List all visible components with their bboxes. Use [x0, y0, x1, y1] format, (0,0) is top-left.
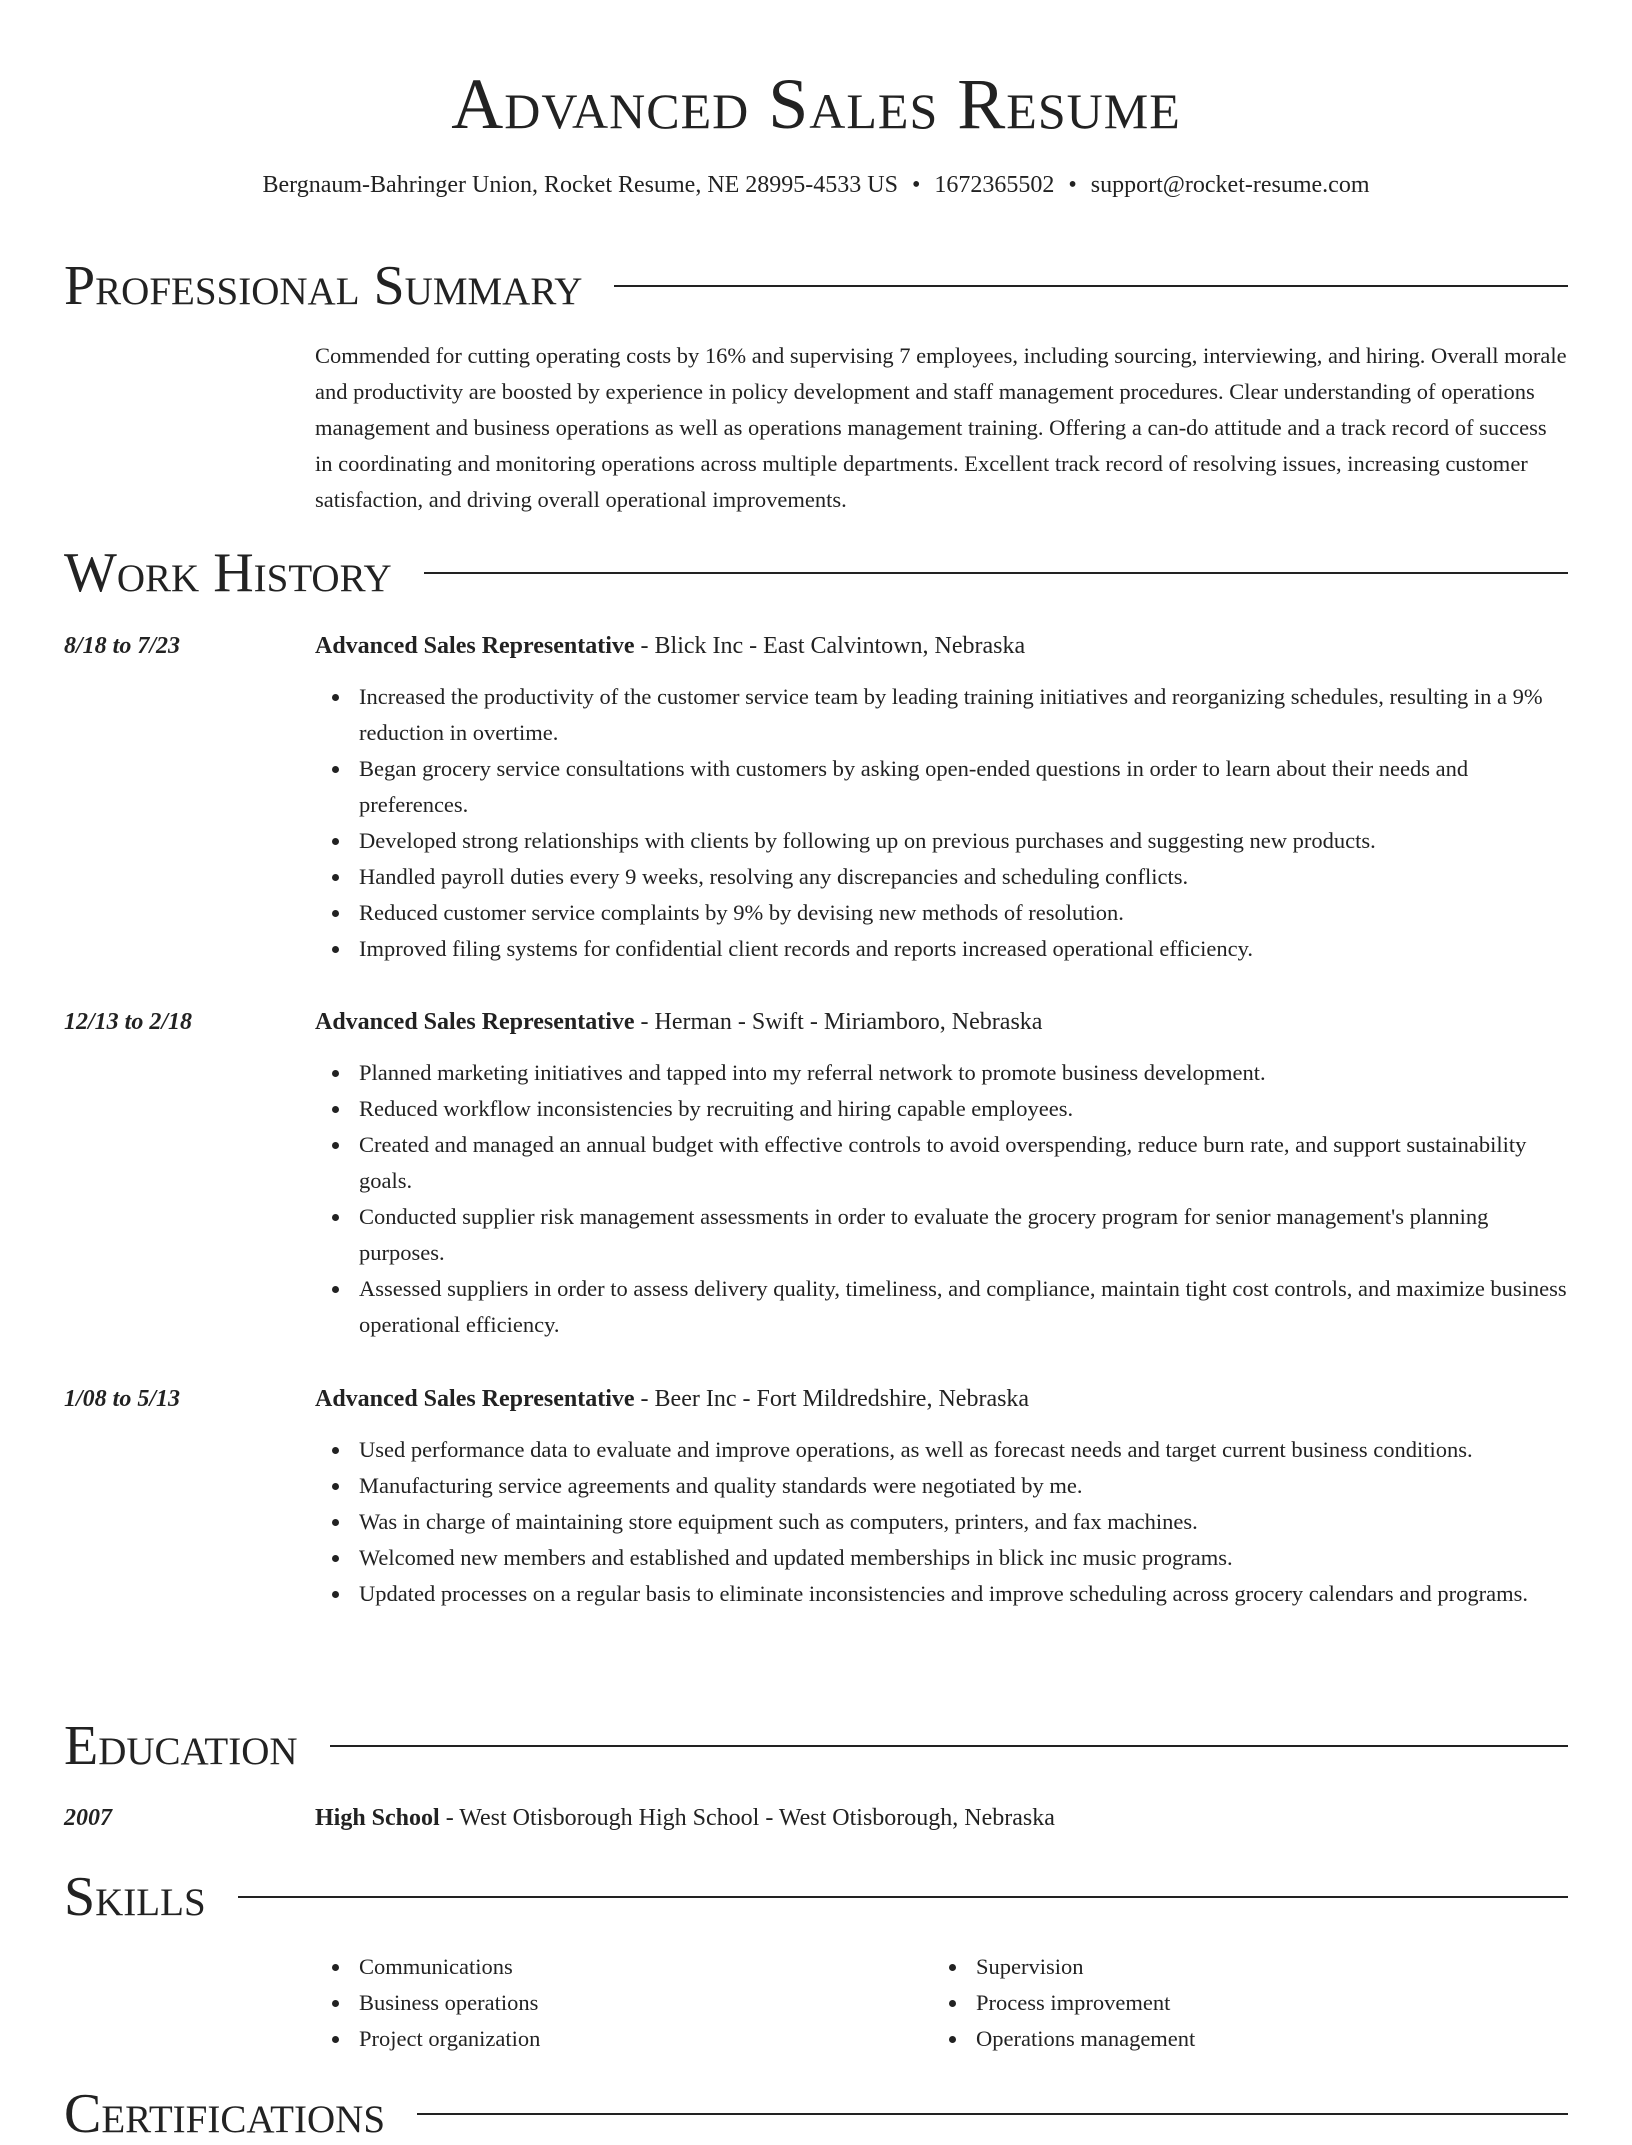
section-divider	[330, 1745, 1568, 1747]
section-divider	[424, 572, 1568, 574]
contact-address: Bergnaum-Bahringer Union, Rocket Resume, NE 28995-4533 US	[262, 172, 898, 198]
list-item: Manufacturing service agreements and quality standards were negotiated by me.	[315, 1468, 1568, 1504]
contact-separator: •	[911, 172, 921, 198]
work-heading: Work History	[64, 542, 392, 604]
list-item: Developed strong relationships with clients by following up on previous purchases and suggesting new products.	[315, 823, 1568, 859]
education-degree: High School	[315, 1805, 440, 1831]
contact-separator: •	[1068, 172, 1077, 198]
section-divider	[417, 2113, 1568, 2115]
job-title: Advanced Sales Representative	[315, 633, 635, 659]
contact-email: support@rocket-resume.com	[1090, 172, 1370, 198]
section-divider	[238, 1896, 1568, 1898]
job-dates: 1/08 to 5/13	[64, 1386, 181, 1412]
list-item: Updated processes on a regular basis to eliminate inconsistencies and improve scheduling across grocery calendars and programs.	[315, 1576, 1568, 1612]
resume-title: Advanced Sales Resume	[451, 64, 1181, 144]
resume-page	[64, 0, 1568, 2145]
list-item: Was in charge of maintaining store equipment such as computers, printers, and fax machines.	[315, 1504, 1568, 1540]
skills-heading: Skills	[64, 1866, 206, 1928]
list-item: Planned marketing initiatives and tapped into my referral network to promote business development.	[315, 1055, 1568, 1091]
education-heading-line	[315, 1803, 1568, 1833]
summary-heading: Professional Summary	[64, 255, 583, 317]
education-school: - West Otisborough High School - West Otisborough, Nebraska	[439, 1805, 1055, 1831]
summary-text: Commended for cutting operating costs by 16% and supervising 7 employees, including sourcing, interviewing, and hiring. Overall morale and productivity are boosted by experience in policy development and staff management procedures. Clear understanding of operations management and business operations as well as operations management training. Offering a can-do attitude and a track record of success in coordinating and monitoring operations across multiple departments. Excellent track record of resolving issues, increasing customer satisfaction, and driving overall operational improvements.	[315, 343, 1567, 512]
skill-item: Business operations	[315, 1985, 932, 2021]
contact-phone: 1672365502	[934, 172, 1055, 198]
list-item: Began grocery service consultations with customers by asking open-ended questions in order to learn about their needs and preferences.	[315, 751, 1568, 823]
certifications-section-header	[64, 2084, 1568, 2144]
job-bullets	[315, 1432, 1568, 1612]
list-item: Assessed suppliers in order to assess delivery quality, timeliness, and compliance, maintain tight cost controls, and maximize business operational efficiency.	[315, 1271, 1568, 1343]
list-item: Handled payroll duties every 9 weeks, resolving any discrepancies and scheduling conflicts.	[315, 859, 1568, 895]
job-bullets	[315, 1055, 1568, 1343]
list-item: Improved filing systems for confidential client records and reports increased operational efficiency.	[315, 931, 1568, 967]
list-item: Welcomed new members and established and updated memberships in blick inc music programs.	[315, 1540, 1568, 1576]
job-title: Advanced Sales Representative	[315, 1386, 635, 1412]
education-year: 2007	[64, 1805, 112, 1831]
job-employer: - Beer Inc - Fort Mildredshire, Nebraska	[634, 1386, 1030, 1412]
job-heading	[315, 1007, 1568, 1037]
contact-line	[64, 170, 1568, 200]
job-heading	[315, 1384, 1568, 1414]
list-item: Increased the productivity of the customer service team by leading training initiatives and reorganizing schedules, resulting in a 9% reduction in overtime.	[315, 679, 1568, 751]
skill-item: Supervision	[932, 1949, 1549, 1985]
job-title: Advanced Sales Representative	[315, 1009, 635, 1035]
skills-list	[315, 1949, 1568, 2057]
job-bullets	[315, 679, 1568, 967]
list-item: Used performance data to evaluate and improve operations, as well as forecast needs and target current business conditions.	[315, 1432, 1568, 1468]
job-dates: 12/13 to 2/18	[64, 1009, 193, 1035]
list-item: Reduced customer service complaints by 9% by devising new methods of resolution.	[315, 895, 1568, 931]
list-item: Reduced workflow inconsistencies by recruiting and hiring capable employees.	[315, 1091, 1568, 1127]
certifications-heading: Certifications	[64, 2083, 386, 2145]
skill-item: Communications	[315, 1949, 932, 1985]
work-section-header	[64, 543, 1568, 603]
education-heading: Education	[64, 1715, 298, 1777]
education-section-header	[64, 1716, 1568, 1776]
job-employer: - Herman - Swift - Miriamboro, Nebraska	[634, 1009, 1043, 1035]
skills-section-header	[64, 1867, 1568, 1927]
skill-item: Project organization	[315, 2021, 932, 2057]
job-heading	[315, 631, 1568, 661]
job-dates: 8/18 to 7/23	[64, 633, 181, 659]
job-employer: - Blick Inc - East Calvintown, Nebraska	[634, 633, 1026, 659]
skills-column-right	[932, 1949, 1549, 2057]
skill-item: Process improvement	[932, 1985, 1549, 2021]
summary-section-header	[64, 256, 1568, 316]
list-item: Conducted supplier risk management assessments in order to evaluate the grocery program for senior management's planning purposes.	[315, 1199, 1568, 1271]
skills-column-left	[315, 1949, 932, 2057]
section-divider	[614, 285, 1568, 287]
skill-item: Operations management	[932, 2021, 1549, 2057]
list-item: Created and managed an annual budget with effective controls to avoid overspending, reduce burn rate, and support sustainability goals.	[315, 1127, 1568, 1199]
